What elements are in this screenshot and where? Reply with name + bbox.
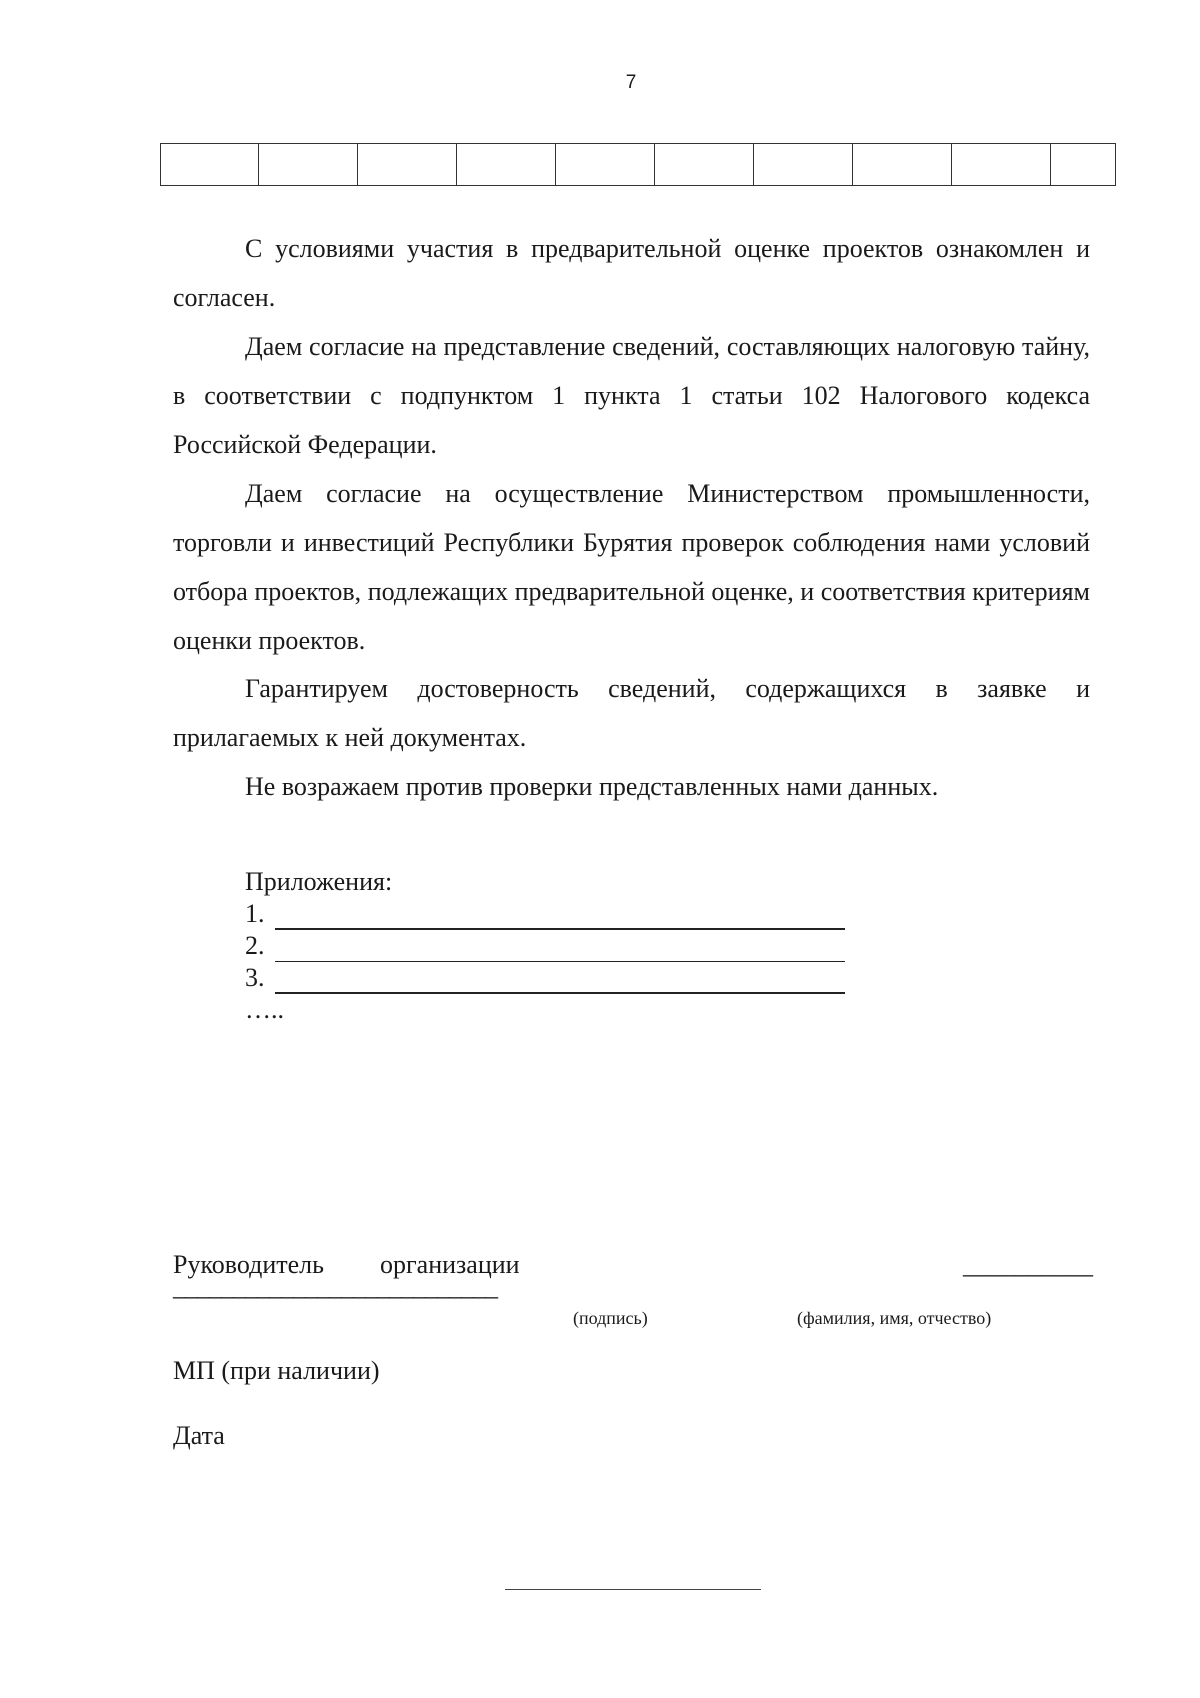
paragraph-inspection-consent: Даем согласие на осуществление Министерством промышленности, торговли и инвестиций Республики Бурятия проверок соблюдения нами условий отбора проектов, подлежащих предварительной оценке, и соответствия критериям оценки проектов.: [173, 479, 1090, 655]
paragraph-conditions: С условиями участия в предварительной оценке проектов ознакомлен и согласен.: [173, 234, 1090, 312]
appendix-blank-line[interactable]: [275, 968, 845, 994]
table-cell[interactable]: [853, 144, 952, 186]
appendix-item: [245, 898, 845, 930]
role-word-head: Руководитель: [173, 1250, 324, 1279]
date-label: Дата: [173, 1421, 225, 1450]
appendix-heading: Приложения:: [245, 867, 393, 896]
table-cell[interactable]: [457, 144, 556, 186]
table-cell[interactable]: [1051, 144, 1116, 186]
table-cell[interactable]: [754, 144, 853, 186]
appendix-item: [245, 930, 845, 962]
appendix-blank-line[interactable]: [275, 937, 845, 962]
appendix-item-number: 2.: [245, 931, 265, 960]
table-cell[interactable]: [655, 144, 754, 186]
appendix-item-number: 3.: [245, 963, 265, 992]
empty-grid-table: [160, 143, 1116, 186]
page-number: 7: [625, 72, 637, 93]
paragraph-tax-consent: Даем согласие на представление сведений, составляющих налоговую тайну, в соответствии с подпунктом 1 пункта 1 статьи 102 Налогового кодекса Российской Федерации.: [173, 332, 1090, 459]
appendix-item-number: 1.: [245, 899, 265, 928]
footer-divider: [505, 1589, 761, 1590]
signature-hint: (подпись): [573, 1308, 648, 1328]
appendix-section: [245, 866, 845, 1026]
signature-blank-line[interactable]: ___________________________: [173, 1272, 497, 1301]
appendix-item: [245, 962, 845, 994]
table-cell[interactable]: [952, 144, 1051, 186]
table-cell[interactable]: [358, 144, 457, 186]
table-cell[interactable]: [161, 144, 259, 186]
appendix-ellipsis: …..: [245, 995, 284, 1024]
signature-blank[interactable]: __________: [963, 1250, 1093, 1279]
stamp-label: МП (при наличии): [173, 1356, 380, 1385]
table-cell[interactable]: [259, 144, 358, 186]
appendix-blank-line[interactable]: [275, 904, 845, 930]
table-row: [161, 144, 1116, 186]
paragraph-guarantee: Гарантируем достоверность сведений, содержащихся в заявке и прилагаемых к ней документах.: [173, 674, 1090, 752]
table-cell[interactable]: [556, 144, 655, 186]
role-word-organization: организации: [380, 1250, 520, 1279]
full-name-hint: (фамилия, имя, отчество): [797, 1308, 992, 1328]
paragraph-no-objection: Не возражаем против проверки представленных нами данных.: [245, 772, 939, 801]
